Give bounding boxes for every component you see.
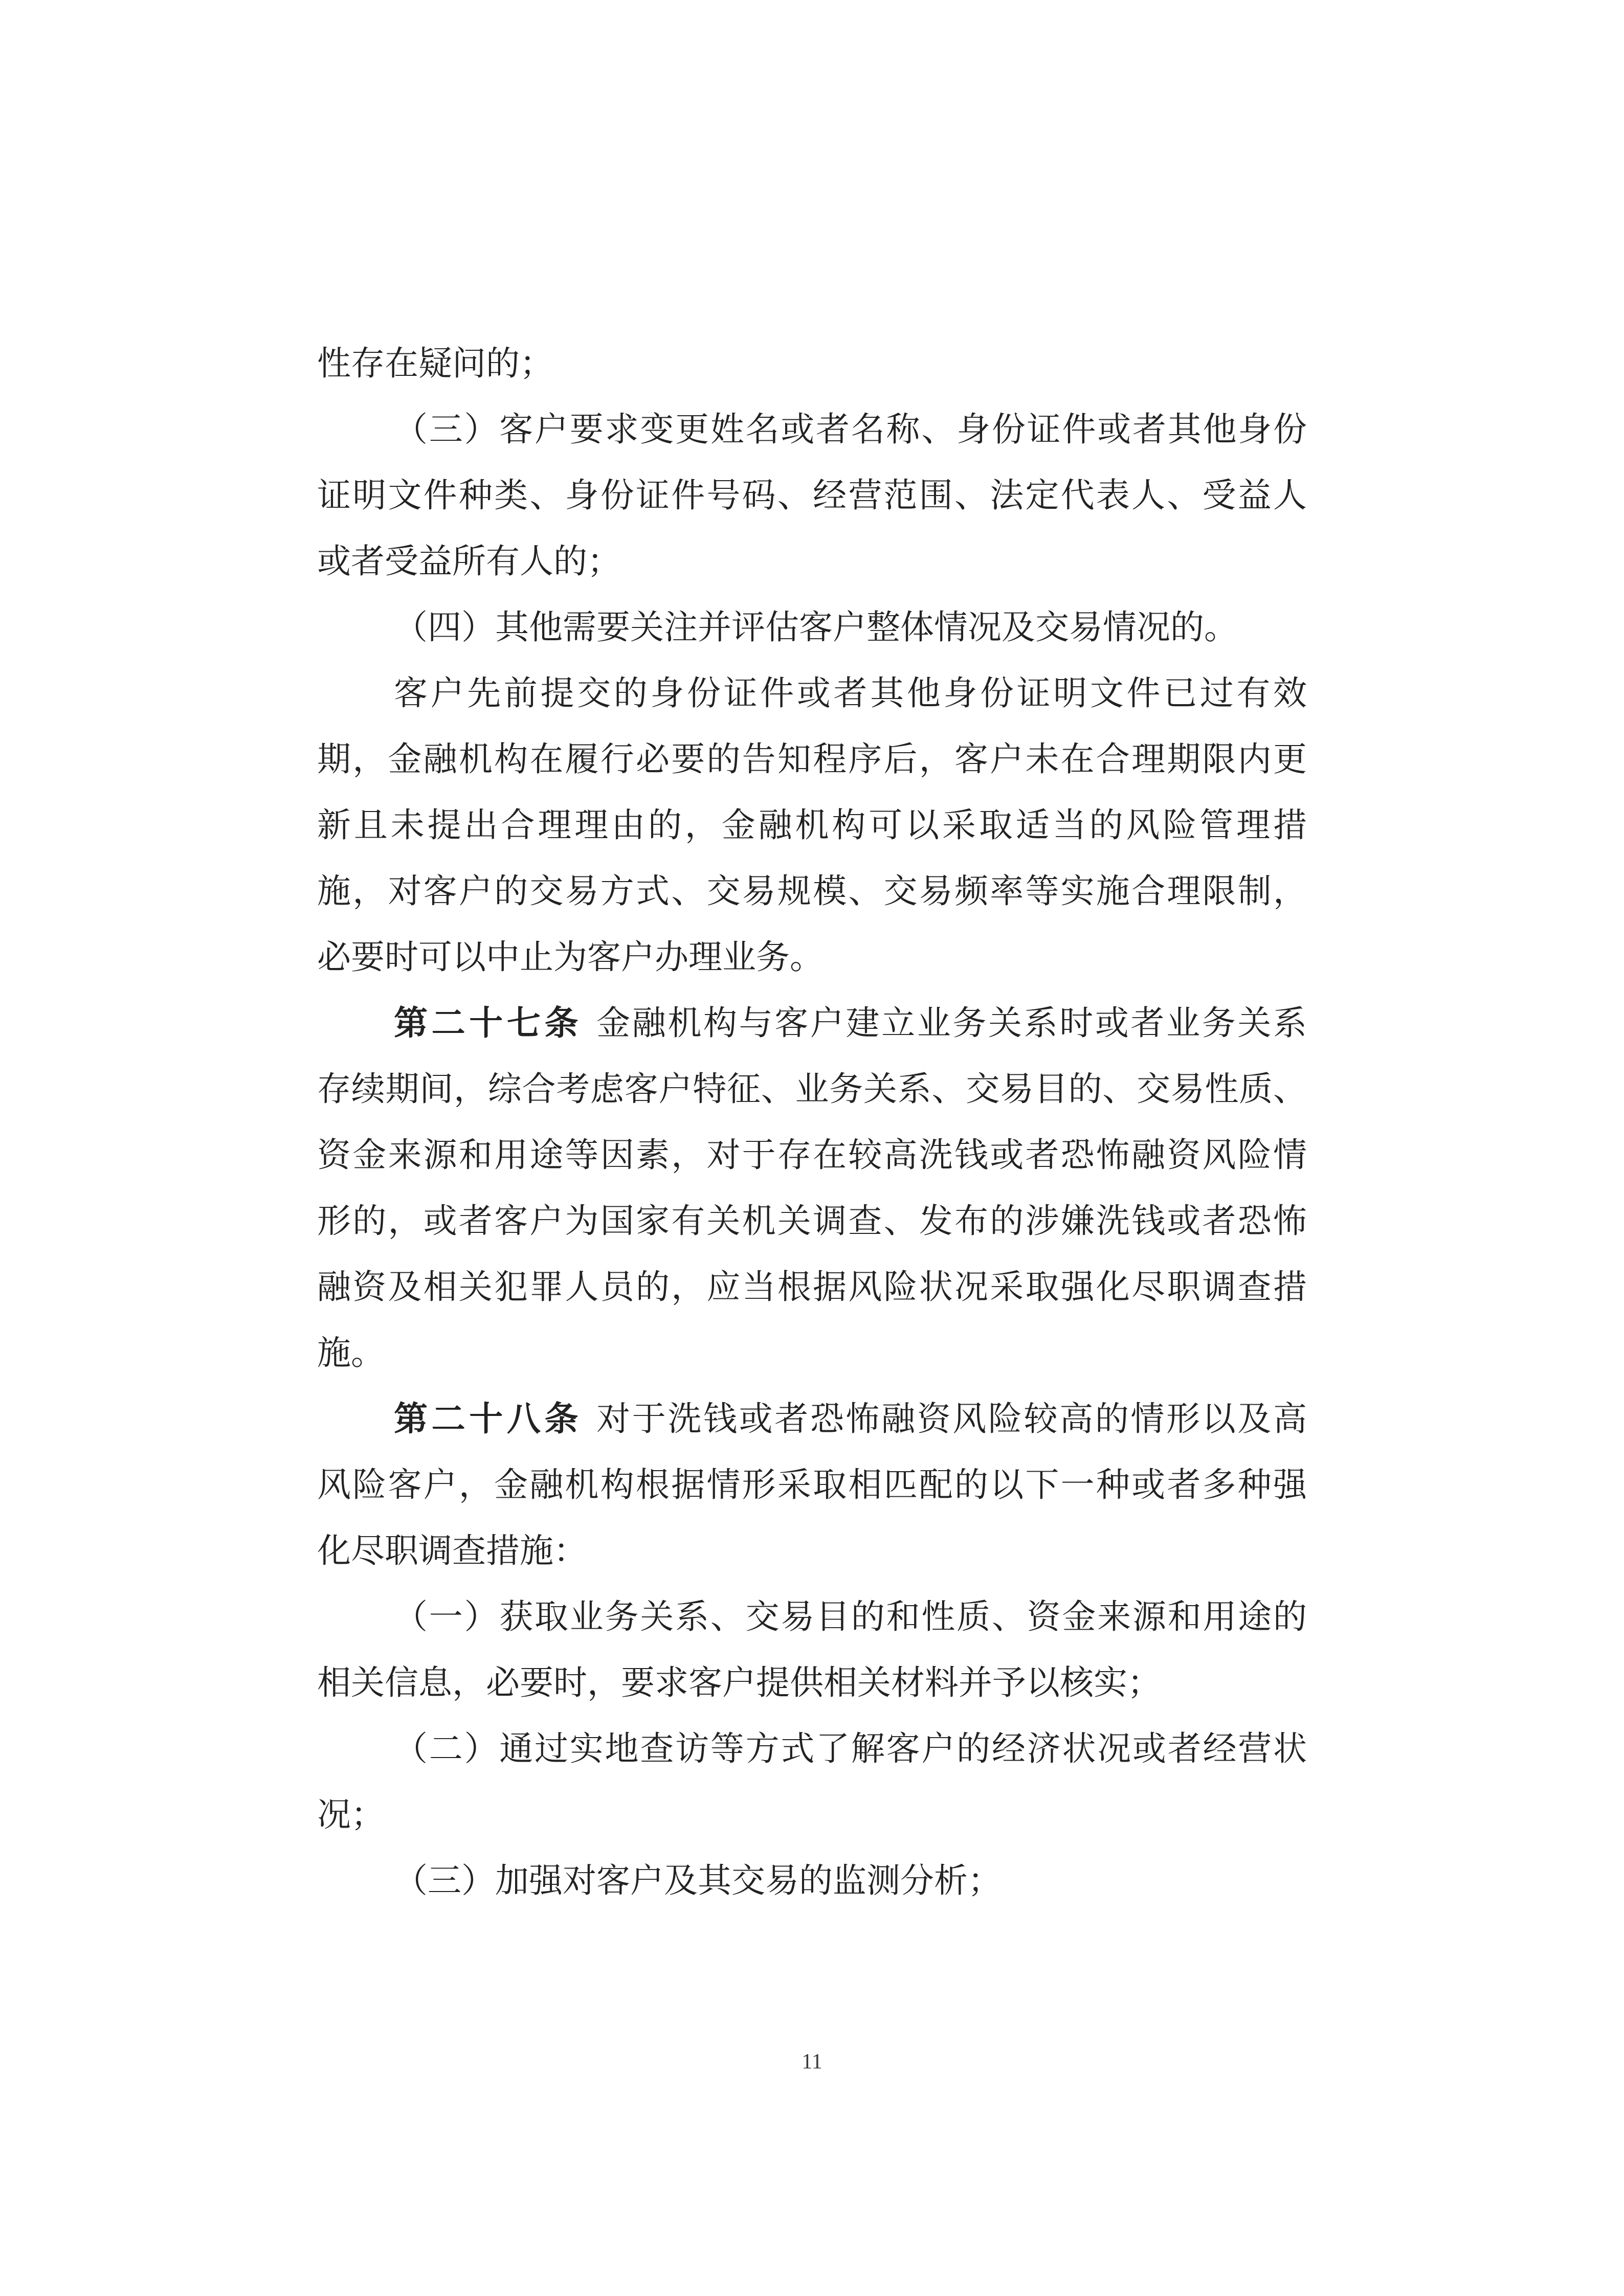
line-text: 风险客户，金融机构根据情形采取相匹配的以下一种或者多种强 (317, 1467, 1307, 1504)
line-text: 施，对客户的交易方式、交易规模、交易频率等实施合理限制， (317, 873, 1307, 910)
text-line (317, 1782, 1307, 1848)
line-text: （三）客户要求变更姓名或者名称、身份证件或者其他身份 (394, 411, 1307, 448)
text-line (317, 595, 1307, 661)
text-line (317, 397, 1307, 463)
line-text: 相关信息，必要时，要求客户提供相关材料并予以核实； (317, 1664, 1161, 1702)
line-text: 必要时可以中止为客户办理业务。 (317, 939, 824, 976)
text-line (317, 1584, 1307, 1650)
text-line (317, 793, 1307, 859)
article-number-bold: 第二十八条 (394, 1401, 583, 1438)
page-number: 11 (802, 2050, 822, 2074)
line-text: 证明文件种类、身份证件号码、经营范围、法定代表人、受益人 (317, 477, 1307, 514)
text-line (317, 925, 1307, 991)
line-text: 或者受益所有人的； (317, 543, 621, 580)
line-text: （二）通过实地查访等方式了解客户的经济状况或者经营状 (394, 1730, 1307, 1768)
line-text: 况； (317, 1796, 385, 1834)
text-line (317, 1452, 1307, 1518)
line-text: 化尽职调查措施： (317, 1533, 587, 1570)
text-line (317, 1716, 1307, 1782)
text-line (317, 661, 1307, 727)
line-text: 客户先前提交的身份证件或者其他身份证明文件已过有效 (394, 675, 1307, 712)
text-line (317, 1518, 1307, 1584)
text-line (317, 859, 1307, 925)
line-text: （三）加强对客户及其交易的监测分析； (394, 1862, 1002, 1900)
line-text: （四）其他需要关注并评估客户整体情况及交易情况的。 (394, 609, 1238, 646)
text-line (317, 529, 1307, 595)
text-line (317, 1188, 1307, 1254)
text-line (317, 1320, 1307, 1386)
article-number-bold: 第二十七条 (394, 1005, 583, 1042)
line-text: 期，金融机构在履行必要的告知程序后，客户未在合理期限内更 (317, 741, 1307, 778)
text-line (317, 727, 1307, 793)
text-line (317, 1848, 1307, 1914)
line-text: 资金来源和用途等因素，对于存在较高洗钱或者恐怖融资风险情 (317, 1137, 1307, 1174)
text-line (317, 331, 1307, 397)
line-text: （一）获取业务关系、交易目的和性质、资金来源和用途的 (394, 1599, 1307, 1636)
text-line (317, 1056, 1307, 1122)
text-line (317, 1650, 1307, 1716)
line-text: 融资及相关犯罪人员的，应当根据风险状况采取强化尽职调查措 (317, 1269, 1307, 1306)
line-text: 金融机构与客户建立业务关系时或者业务关系 (596, 1005, 1307, 1042)
line-text: 对于洗钱或者恐怖融资风险较高的情形以及高 (596, 1401, 1307, 1438)
text-line (317, 1386, 1307, 1452)
text-line (317, 463, 1307, 529)
document-text (317, 331, 1307, 1914)
text-line (317, 1254, 1307, 1320)
line-text: 存续期间，综合考虑客户特征、业务关系、交易目的、交易性质、 (317, 1071, 1307, 1108)
line-text: 新且未提出合理理由的，金融机构可以采取适当的风险管理措 (317, 807, 1307, 844)
line-text: 施。 (317, 1335, 385, 1372)
line-text: 形的，或者客户为国家有关机关调查、发布的涉嫌洗钱或者恐怖 (317, 1203, 1307, 1240)
text-line (317, 1122, 1307, 1188)
text-line (317, 991, 1307, 1056)
line-text: 性存在疑问的； (317, 345, 553, 382)
